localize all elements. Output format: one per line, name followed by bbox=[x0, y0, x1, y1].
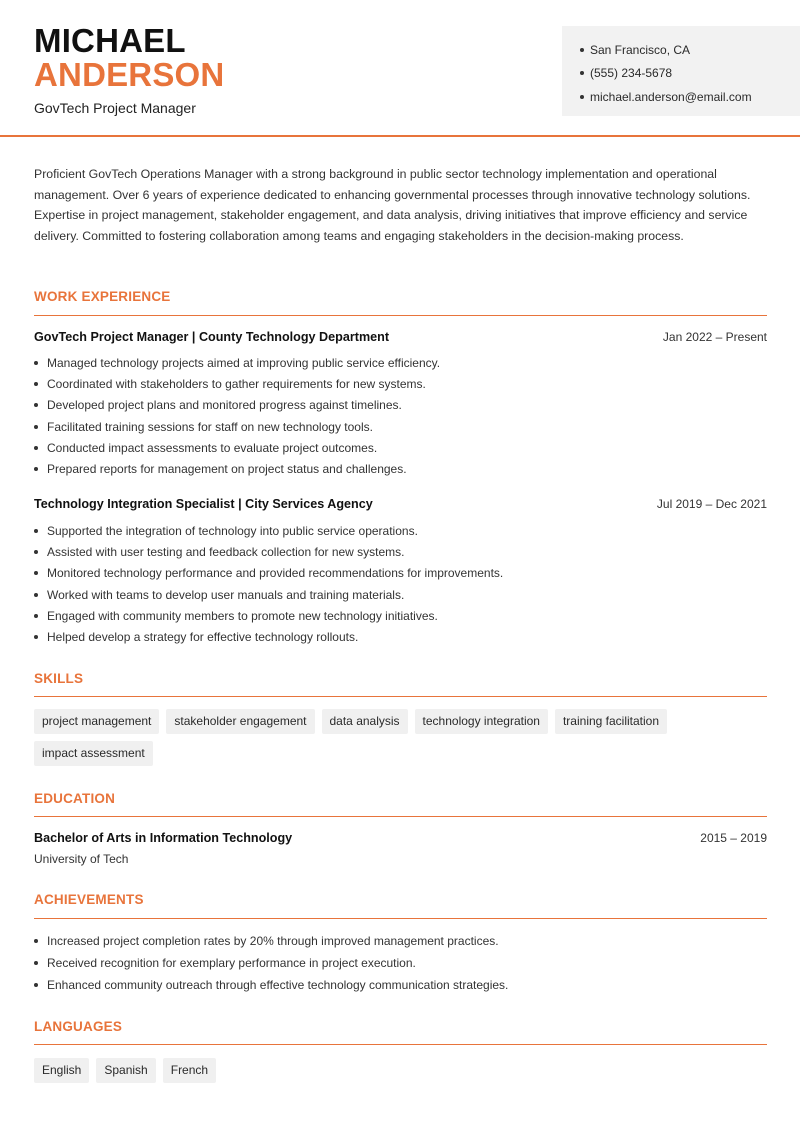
list-item: Conducted impact assessments to evaluate project outcomes. bbox=[34, 437, 767, 458]
section-divider bbox=[34, 315, 767, 316]
bullet-icon bbox=[34, 983, 38, 987]
resume-header bbox=[0, 0, 800, 137]
education-dates: 2015 – 2019 bbox=[700, 831, 767, 845]
job-role: Technology Integration Specialist | City Services Agency bbox=[34, 497, 373, 511]
job-bullets bbox=[34, 520, 767, 648]
bullet-icon bbox=[580, 71, 584, 75]
list-item: Managed technology projects aimed at improving public service efficiency. bbox=[34, 352, 767, 373]
skill-tag: technology integration bbox=[415, 709, 548, 734]
job-title: GovTech Project Manager bbox=[34, 100, 196, 116]
location-text: San Francisco, CA bbox=[590, 42, 691, 57]
section-title-achievements: ACHIEVEMENTS bbox=[34, 892, 144, 907]
list-item: Facilitated training sessions for staff on new technology tools. bbox=[34, 416, 767, 437]
section-title-languages: LANGUAGES bbox=[34, 1019, 123, 1034]
section-divider bbox=[34, 816, 767, 817]
language-tag: Spanish bbox=[96, 1058, 155, 1083]
bullet-icon bbox=[34, 382, 38, 386]
bullet-icon bbox=[34, 467, 38, 471]
contact-phone bbox=[580, 62, 800, 86]
bullet-icon bbox=[34, 550, 38, 554]
section-divider bbox=[34, 1044, 767, 1045]
language-tag: English bbox=[34, 1058, 89, 1083]
list-item: Helped develop a strategy for effective technology rollouts. bbox=[34, 626, 767, 647]
phone-text: (555) 234-5678 bbox=[590, 66, 673, 81]
job-role: GovTech Project Manager | County Technology Department bbox=[34, 330, 390, 344]
list-item: Coordinated with stakeholders to gather requirements for new systems. bbox=[34, 373, 767, 394]
bullet-icon bbox=[34, 939, 38, 943]
bullet-icon bbox=[34, 403, 38, 407]
school-name: University of Tech bbox=[34, 852, 129, 866]
section-title-education: EDUCATION bbox=[34, 791, 116, 806]
skill-tag: stakeholder engagement bbox=[166, 709, 314, 734]
bullet-icon bbox=[34, 361, 38, 365]
job-dates: Jan 2022 – Present bbox=[662, 330, 767, 344]
list-item: Prepared reports for management on project status and challenges. bbox=[34, 458, 767, 479]
skills-list bbox=[34, 709, 767, 766]
bullet-icon bbox=[34, 446, 38, 450]
job-header bbox=[34, 497, 767, 511]
degree: Bachelor of Arts in Information Technology bbox=[34, 831, 293, 845]
bullet-icon bbox=[34, 614, 38, 618]
list-item: Enhanced community outreach through effective technology communication strategies. bbox=[34, 974, 767, 996]
section-title-skills: SKILLS bbox=[34, 671, 84, 686]
section-title-work: WORK EXPERIENCE bbox=[34, 289, 171, 304]
summary-paragraph: Proficient GovTech Operations Manager with a strong background in public sector technology implementation and operational management. Over 6 years of experience dedicated to enhancing governmental processes through innovative technology solutions. Expertise in project management, stakeholder engagement, and data analysis, driving initiatives that improve efficiency and service delivery. Committed to fostering collaboration among teams and engaging stakeholders in the decision-making process. bbox=[34, 167, 751, 243]
job-dates: Jul 2019 – Dec 2021 bbox=[656, 497, 767, 511]
list-item: Engaged with community members to promote new technology initiatives. bbox=[34, 605, 767, 626]
bullet-icon bbox=[34, 593, 38, 597]
contact-box bbox=[562, 26, 800, 116]
education-header bbox=[34, 831, 767, 845]
bullet-icon bbox=[580, 48, 584, 52]
bullet-icon bbox=[34, 635, 38, 639]
list-item: Worked with teams to develop user manuals and training materials. bbox=[34, 584, 767, 605]
list-item: Increased project completion rates by 20% through improved management practices. bbox=[34, 930, 767, 952]
job-header bbox=[34, 330, 767, 344]
achievements-list bbox=[34, 930, 767, 996]
section-divider bbox=[34, 696, 767, 697]
skill-tag: training facilitation bbox=[555, 709, 667, 734]
bullet-icon bbox=[34, 961, 38, 965]
list-item: Developed project plans and monitored progress against timelines. bbox=[34, 395, 767, 416]
bullet-icon bbox=[34, 571, 38, 575]
bullet-icon bbox=[34, 529, 38, 533]
skill-tag: impact assessment bbox=[34, 741, 153, 766]
first-name: MICHAEL bbox=[34, 22, 186, 59]
skill-tag: data analysis bbox=[322, 709, 408, 734]
skill-tag: project management bbox=[34, 709, 159, 734]
list-item: Received recognition for exemplary performance in project execution. bbox=[34, 952, 767, 974]
job-bullets bbox=[34, 352, 767, 480]
language-tag: French bbox=[163, 1058, 216, 1083]
list-item: Monitored technology performance and provided recommendations for improvements. bbox=[34, 563, 767, 584]
list-item: Assisted with user testing and feedback collection for new systems. bbox=[34, 541, 767, 562]
list-item: Supported the integration of technology into public service operations. bbox=[34, 520, 767, 541]
last-name: ANDERSON bbox=[34, 56, 225, 93]
contact-location bbox=[580, 38, 800, 62]
languages-list bbox=[34, 1058, 767, 1083]
bullet-icon bbox=[580, 95, 584, 99]
bullet-icon bbox=[34, 425, 38, 429]
contact-email bbox=[580, 85, 800, 109]
section-divider bbox=[34, 918, 767, 919]
email-text: michael.anderson@email.com bbox=[590, 89, 752, 104]
